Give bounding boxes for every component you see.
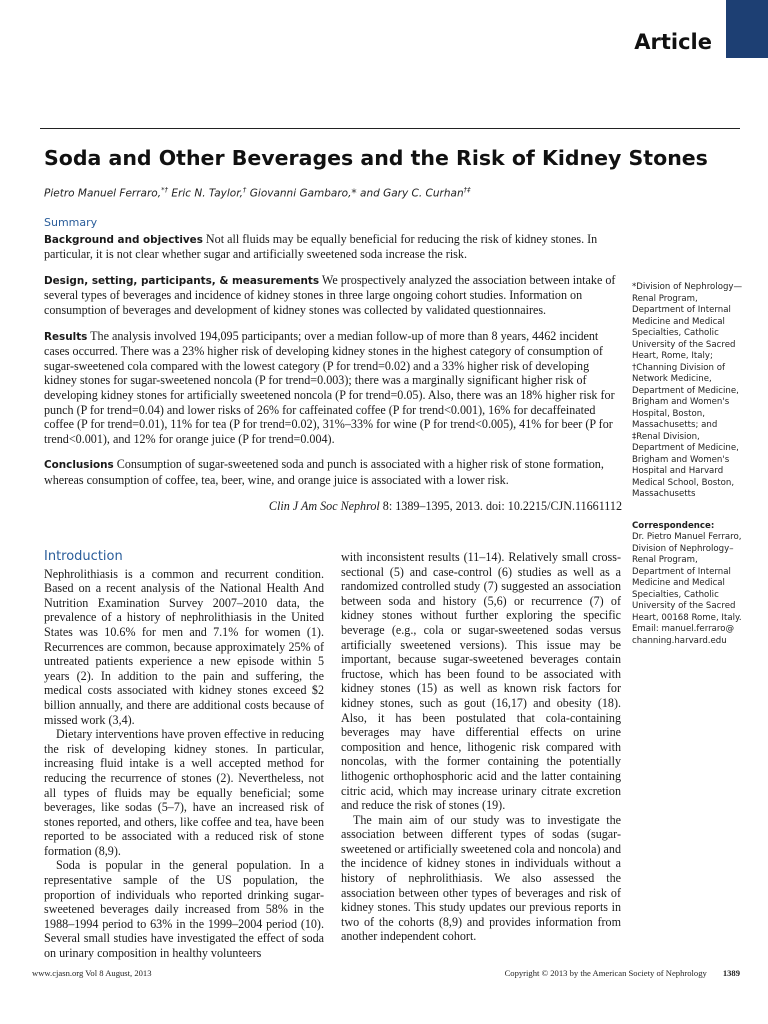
abstract-conclusions: Conclusions Consumption of sugar-sweetened soda and punch is associated with a higher risk of stone formation, whereas consumption of coffee, tea, beer, wine, and orange juice is associated with a lower risk. (44, 457, 604, 487)
abstract-design: Design, setting, participants, & measurements We prospectively analyzed the association between intake of several types of beverages and incidence of kidney stones in three large ongoing cohort studies. Information on consumption of beverages and development of kidney stones was collected by validated questionnaires. (44, 272, 616, 317)
author-1: Pietro Manuel Ferraro, (44, 187, 162, 200)
correspondence: Correspondence: Dr. Pietro Manuel Ferraro, Division of Nephrology–Renal Program, Department of Internal Medicine and Medical Specialties, Catholic University of the Sacred Heart, 00168 Rome, Italy. Email: manuel.ferraro@ channing.harvard.edu (632, 520, 742, 646)
page-number: 1389 (722, 968, 740, 978)
abstract-results: Results The analysis involved 194,095 participants; over a median follow-up of more than 8 years, 4462 incident cases occurred. There was a 23% higher risk of developing kidney stones in the highest category of consumption of sugar-sweetened cola compared with the lowest category (P for trend=0.02) and a 33% higher risk of developing kidney stones for sugar-sweetened noncola (P for trend=0.003); there was a marginally significant higher risk of developing kidney stones for artificially sweetened noncola (P for trend=0.05). Also, there was an 18% higher risk for punch (P for trend=0.04) and lower risks of 26% for caffeinated coffee (P for trend<0.001), 16% for decaffeinated coffee (P for trend=0.01), 11% for tea (P for trend=0.02), 31%–33% for wine (P for trend<0.005), 41% for beer (P for trend<0.001), and 12% for orange juice (P for trend=0.004). (44, 328, 615, 446)
article-type-label: Article (634, 30, 712, 54)
author-list: Pietro Manuel Ferraro,*† Eric N. Taylor,† Giovanni Gambaro,* and Gary C. Curhan†‡ (44, 186, 471, 200)
footer-journal-info: www.cjasn.org Vol 8 August, 2013 (32, 968, 152, 978)
footer-copyright: Copyright © 2013 by the American Society of Nephrology 1389 (504, 968, 740, 978)
affiliations: *Division of Nephrology—Renal Program, Department of Internal Medicine and Medical Specialties, Catholic University of the Sacred Heart, Rome, Italy; †Channing Division of Network Medicine, Department of Medicine, Brigham and Women's Hospital, Boston, Massachusetts; and ‡Renal Division, Department of Medicine, Brigham and Women's Hospital and Harvard Medical School, Boston, Massachusetts (632, 282, 743, 499)
article-title: Soda and Other Beverages and the Risk of Kidney Stones (44, 146, 708, 170)
body-column-right (341, 550, 621, 944)
citation: Clin J Am Soc Nephrol 8: 1389–1395, 2013. doi: 10.2215/CJN.11661112 (268, 498, 622, 513)
paragraph: Soda is popular in the general population. In a representative sample of the US population, the proportion of individuals who reported drinking sugar-sweetened beverages daily increased from 58% in the 1988–1994 period to 63% in the 1999–2004 period (10). Several small studies have investigated the effect of soda on urinary composition in healthy volunteers (44, 858, 324, 961)
article-tab (726, 0, 768, 58)
summary-heading: Summary (44, 216, 98, 229)
author-3-4: Giovanni Gambaro,* and Gary C. Curhan (246, 187, 464, 200)
sidebar (632, 282, 744, 647)
header-rule (40, 128, 740, 129)
author-2: Eric N. Taylor, (168, 187, 243, 200)
body-column-left (44, 550, 324, 961)
paragraph: The main aim of our study was to investigate the association between different types of sodas (sugar-sweetened or artificially sweetened cola and noncola) and the incidence of kidney stones in individuals without a history of nephrolithiasis. We also assessed the association between other types of beverages and risk of kidney stones. This study updates our previous reports in two of the cohorts (8,9) and provides information from another independent cohort. (341, 812, 621, 944)
paragraph: with inconsistent results (11–14). Relatively small cross-sectional (5) and case-control (6) studies as well as a randomized controlled study (7) suggested an association between soda and history (5,6) or recurrence (7) of kidney stones without further exploring the specific beverage (e.g., cola or sugar-sweetened sodas versus artificially sweetened versions). This issue may be important, because sugar-sweetened beverages contain fructose, which has been found to be associated with kidney stones (15) as well as known risk factors for kidney stones, such as gout (16,17) and obesity (18). Also, it has been postulated that cola-containing beverages may have differential effects on urine composition and hence, lithogenic risk compared with noncolas, with the former containing the potentially lithogenic orthophosphoric acid and the latter containing citric acid, which may increase urinary citrate excretion and reduce the risk of stones (19). (341, 550, 621, 813)
paragraph: Nephrolithiasis is a common and recurrent condition. Based on a recent analysis of the National Health And Nutrition Examination Survey 2007–2010 data, the prevalence of a history of nephrolithiasis in the United States was 10.6% for men and 7.1% for women (1). Recurrences are common, because approximately 25% of untreated patients experience a new episode within 5 years (2). In addition to the pain and suffering, the medical costs associated with kidney stones exceed $2 billion annually, and there are additional costs because of missed work (3,4). (44, 566, 324, 727)
correspondence-label: Correspondence: (632, 520, 715, 531)
citation-journal: Clin J Am Soc Nephrol (268, 498, 380, 513)
section-heading-introduction: Introduction (44, 549, 123, 564)
abstract-background: Background and objectives Not all fluids may be equally beneficial for reducing the risk of kidney stones. In particular, it is not clear whether sugar and artificially sweetened soda increase the risk. (44, 231, 598, 262)
abstract (44, 216, 622, 524)
paragraph: Dietary interventions have proven effective in reducing the risk of developing kidney stones. In particular, increasing fluid intake is a well accepted method for reducing the recurrence of stones (2). Nevertheless, not all types of fluids may be equally beneficial; some beverages, like sodas (5–7), have an increased risk of stones reported, and others, like coffee and tea, have been reported to be associated with a reduced risk of stone formation (8,9). (44, 727, 324, 858)
